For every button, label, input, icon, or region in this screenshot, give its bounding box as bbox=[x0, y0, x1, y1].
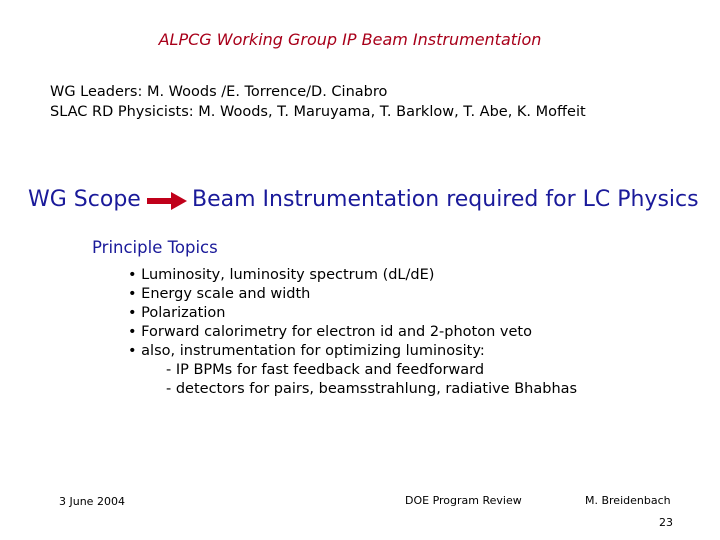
footer-date: 3 June 2004 bbox=[59, 495, 125, 508]
topic-item: • Polarization bbox=[128, 305, 226, 321]
wg-scope-label: WG Scope bbox=[28, 187, 141, 212]
topic-subitem: - IP BPMs for fast feedback and feedforward bbox=[166, 362, 485, 378]
wg-leaders-line: WG Leaders: M. Woods /E. Torrence/D. Cinabro bbox=[50, 84, 388, 100]
wg-scope-description: Beam Instrumentation required for LC Physics bbox=[192, 187, 699, 212]
topic-item: • also, instrumentation for optimizing luminosity: bbox=[128, 343, 485, 359]
slac-physicists-line: SLAC RD Physicists: M. Woods, T. Maruyama, T. Barklow, T. Abe, K. Moffeit bbox=[50, 104, 586, 120]
topic-item: • Energy scale and width bbox=[128, 286, 311, 302]
topic-item: • Luminosity, luminosity spectrum (dL/dE) bbox=[128, 267, 435, 283]
slide-title: ALPCG Working Group IP Beam Instrumentation bbox=[158, 30, 542, 49]
topic-subitem: - detectors for pairs, beamsstrahlung, radiative Bhabhas bbox=[166, 381, 578, 397]
footer-author: M. Breidenbach bbox=[585, 494, 671, 507]
principle-topics-heading: Principle Topics bbox=[92, 238, 218, 257]
right-arrow-icon bbox=[147, 192, 187, 210]
page-number: 23 bbox=[659, 516, 673, 529]
topic-item: • Forward calorimetry for electron id and 2-photon veto bbox=[128, 324, 532, 340]
topics-list bbox=[128, 266, 577, 399]
footer-venue: DOE Program Review bbox=[405, 494, 522, 507]
wg-leaders-block bbox=[50, 82, 586, 122]
